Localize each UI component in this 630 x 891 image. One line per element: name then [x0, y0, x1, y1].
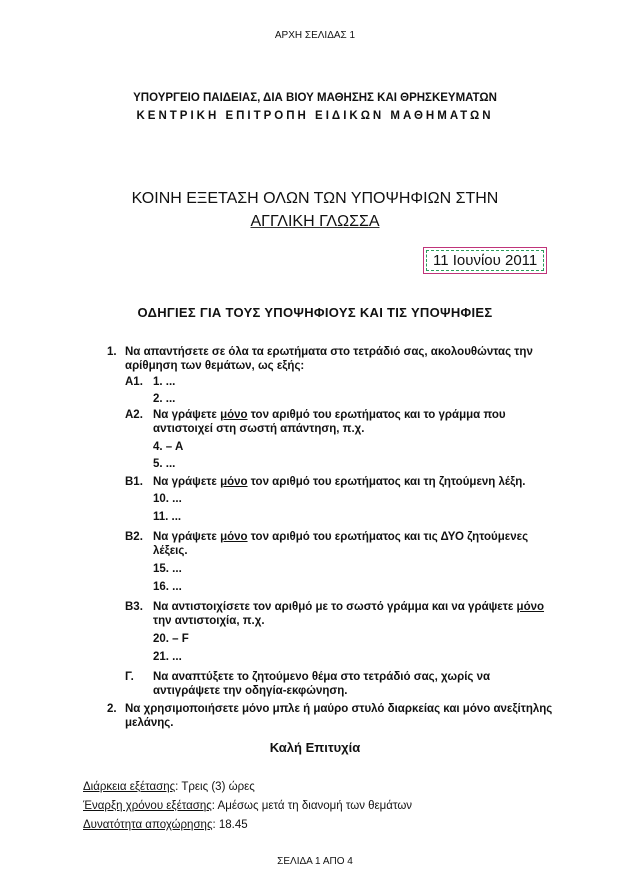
leave-value: : 18.45	[212, 819, 248, 831]
g-line2: αντιγράψετε την οδηγία-εκφώνηση.	[153, 685, 348, 697]
b3-label: Β3.	[125, 601, 143, 613]
date-stamp	[423, 247, 547, 274]
item1-number: 1.	[107, 346, 117, 358]
page-start-header: ΑΡΧΗ ΣΕΛΙΔΑΣ 1	[274, 30, 356, 41]
b1-line1	[153, 475, 525, 489]
g-label: Γ.	[125, 671, 134, 683]
a2-text-pre: Να γράψετε	[153, 409, 221, 421]
duration-line	[83, 781, 255, 793]
page-footer: ΣΕΛΙΔΑ 1 ΑΠΟ 4	[277, 856, 353, 867]
item1-line2: αρίθμηση των θεμάτων, ως εξής:	[125, 360, 305, 372]
start-value: : Αμέσως μετά τη διανομή των θεμάτων	[211, 800, 413, 812]
start-line	[83, 800, 412, 812]
b2-text-pre: Να γράψετε	[153, 531, 221, 543]
b3-line1	[153, 600, 544, 614]
duration-label: Διάρκεια εξέτασης	[83, 781, 176, 793]
leave-label: Δυνατότητα αποχώρησης	[83, 819, 213, 831]
a2-text-post: τον αριθμό του ερωτήματος και το γράμμα που	[247, 409, 506, 421]
exam-subject: ΑΓΓΛΙΚΗ ΓΛΩΣΣΑ	[250, 213, 380, 230]
item2-line2: μελάνης.	[125, 717, 174, 729]
a2-line1	[153, 408, 506, 422]
b1-example-2: 11. ...	[153, 511, 182, 523]
exam-title: ΚΟΙΝΗ ΕΞΕΤΑΣΗ ΟΛΩΝ ΤΩΝ ΥΠΟΨΗΦΙΩΝ ΣΤΗΝ	[131, 190, 499, 207]
b3-example-2: 21. ...	[153, 651, 182, 663]
exam-subject-wrap	[0, 213, 630, 231]
b3-text-only: μόνο	[516, 601, 545, 613]
a1-example-2: 2. ...	[153, 393, 176, 405]
b2-line1	[153, 530, 528, 544]
b2-example-1: 15. ...	[153, 563, 182, 575]
g-line1: Να αναπτύξετε το ζητούμενο θέμα στο τετράδιό σας, χωρίς να	[153, 671, 491, 683]
a2-example-1: 4. – Α	[153, 441, 184, 453]
b1-text-post: τον αριθμό του ερωτήματος και τη ζητούμενη λέξη.	[247, 476, 526, 488]
b2-text-post: τον αριθμό του ερωτήματος και τις ΔΥΟ ζητούμενες	[247, 531, 529, 543]
b3-example-1: 20. – F	[153, 633, 189, 645]
a2-example-2: 5. ...	[153, 458, 176, 470]
committee-name: ΚΕΝΤΡΙΚΗ ΕΠΙΤΡΟΠΗ ΕΙΔΙΚΩΝ ΜΑΘΗΜΑΤΩΝ	[136, 110, 494, 122]
b2-example-2: 16. ...	[153, 581, 182, 593]
b3-line2: την αντιστοιχία, π.χ.	[153, 615, 265, 627]
item2-number: 2.	[107, 703, 117, 715]
a1-example-1: 1. ...	[153, 376, 176, 388]
duration-value: : Τρεις (3) ώρες	[175, 781, 255, 793]
b2-text-only: μόνο	[220, 531, 248, 543]
b2-label: Β2.	[125, 531, 143, 543]
a1-label: Α1.	[125, 376, 143, 388]
item1-line1: Να απαντήσετε σε όλα τα ερωτήματα στο τετράδιό σας, ακολουθώντας την	[125, 346, 533, 358]
start-label: Έναρξη χρόνου εξέτασης	[83, 800, 212, 812]
a2-text-only: μόνο	[220, 409, 248, 421]
a2-line2: αντιστοιχεί στη σωστή απάντηση, π.χ.	[153, 423, 365, 435]
exam-date: 11 Ιουνίου 2011	[426, 250, 544, 271]
leave-line	[83, 819, 248, 831]
b1-label: Β1.	[125, 476, 143, 488]
b1-text-only: μόνο	[220, 476, 248, 488]
b1-text-pre: Να γράψετε	[153, 476, 221, 488]
b2-line2: λέξεις.	[153, 545, 188, 557]
instructions-heading: ΟΔΗΓΙΕΣ ΓΙΑ ΤΟΥΣ ΥΠΟΨΗΦΙΟΥΣ ΚΑΙ ΤΙΣ ΥΠΟΨΗΦΙΕΣ	[137, 305, 493, 320]
good-luck: Καλή Επιτυχία	[269, 740, 361, 755]
ministry-name: ΥΠΟΥΡΓΕΙΟ ΠΑΙΔΕΙΑΣ, ΔΙΑ ΒΙΟΥ ΜΑΘΗΣΗΣ ΚΑΙ ΘΡΗΣΚΕΥΜΑΤΩΝ	[133, 92, 497, 104]
b3-text-pre: Να αντιστοιχίσετε τον αριθμό με το σωστό γράμμα και να γράψετε	[153, 601, 517, 613]
a2-label: Α2.	[125, 409, 143, 421]
item2-line1: Να χρησιμοποιήσετε μόνο μπλε ή μαύρο στυλό διαρκείας και μόνο ανεξίτηλης	[125, 703, 553, 715]
b1-example-1: 10. ...	[153, 493, 182, 505]
